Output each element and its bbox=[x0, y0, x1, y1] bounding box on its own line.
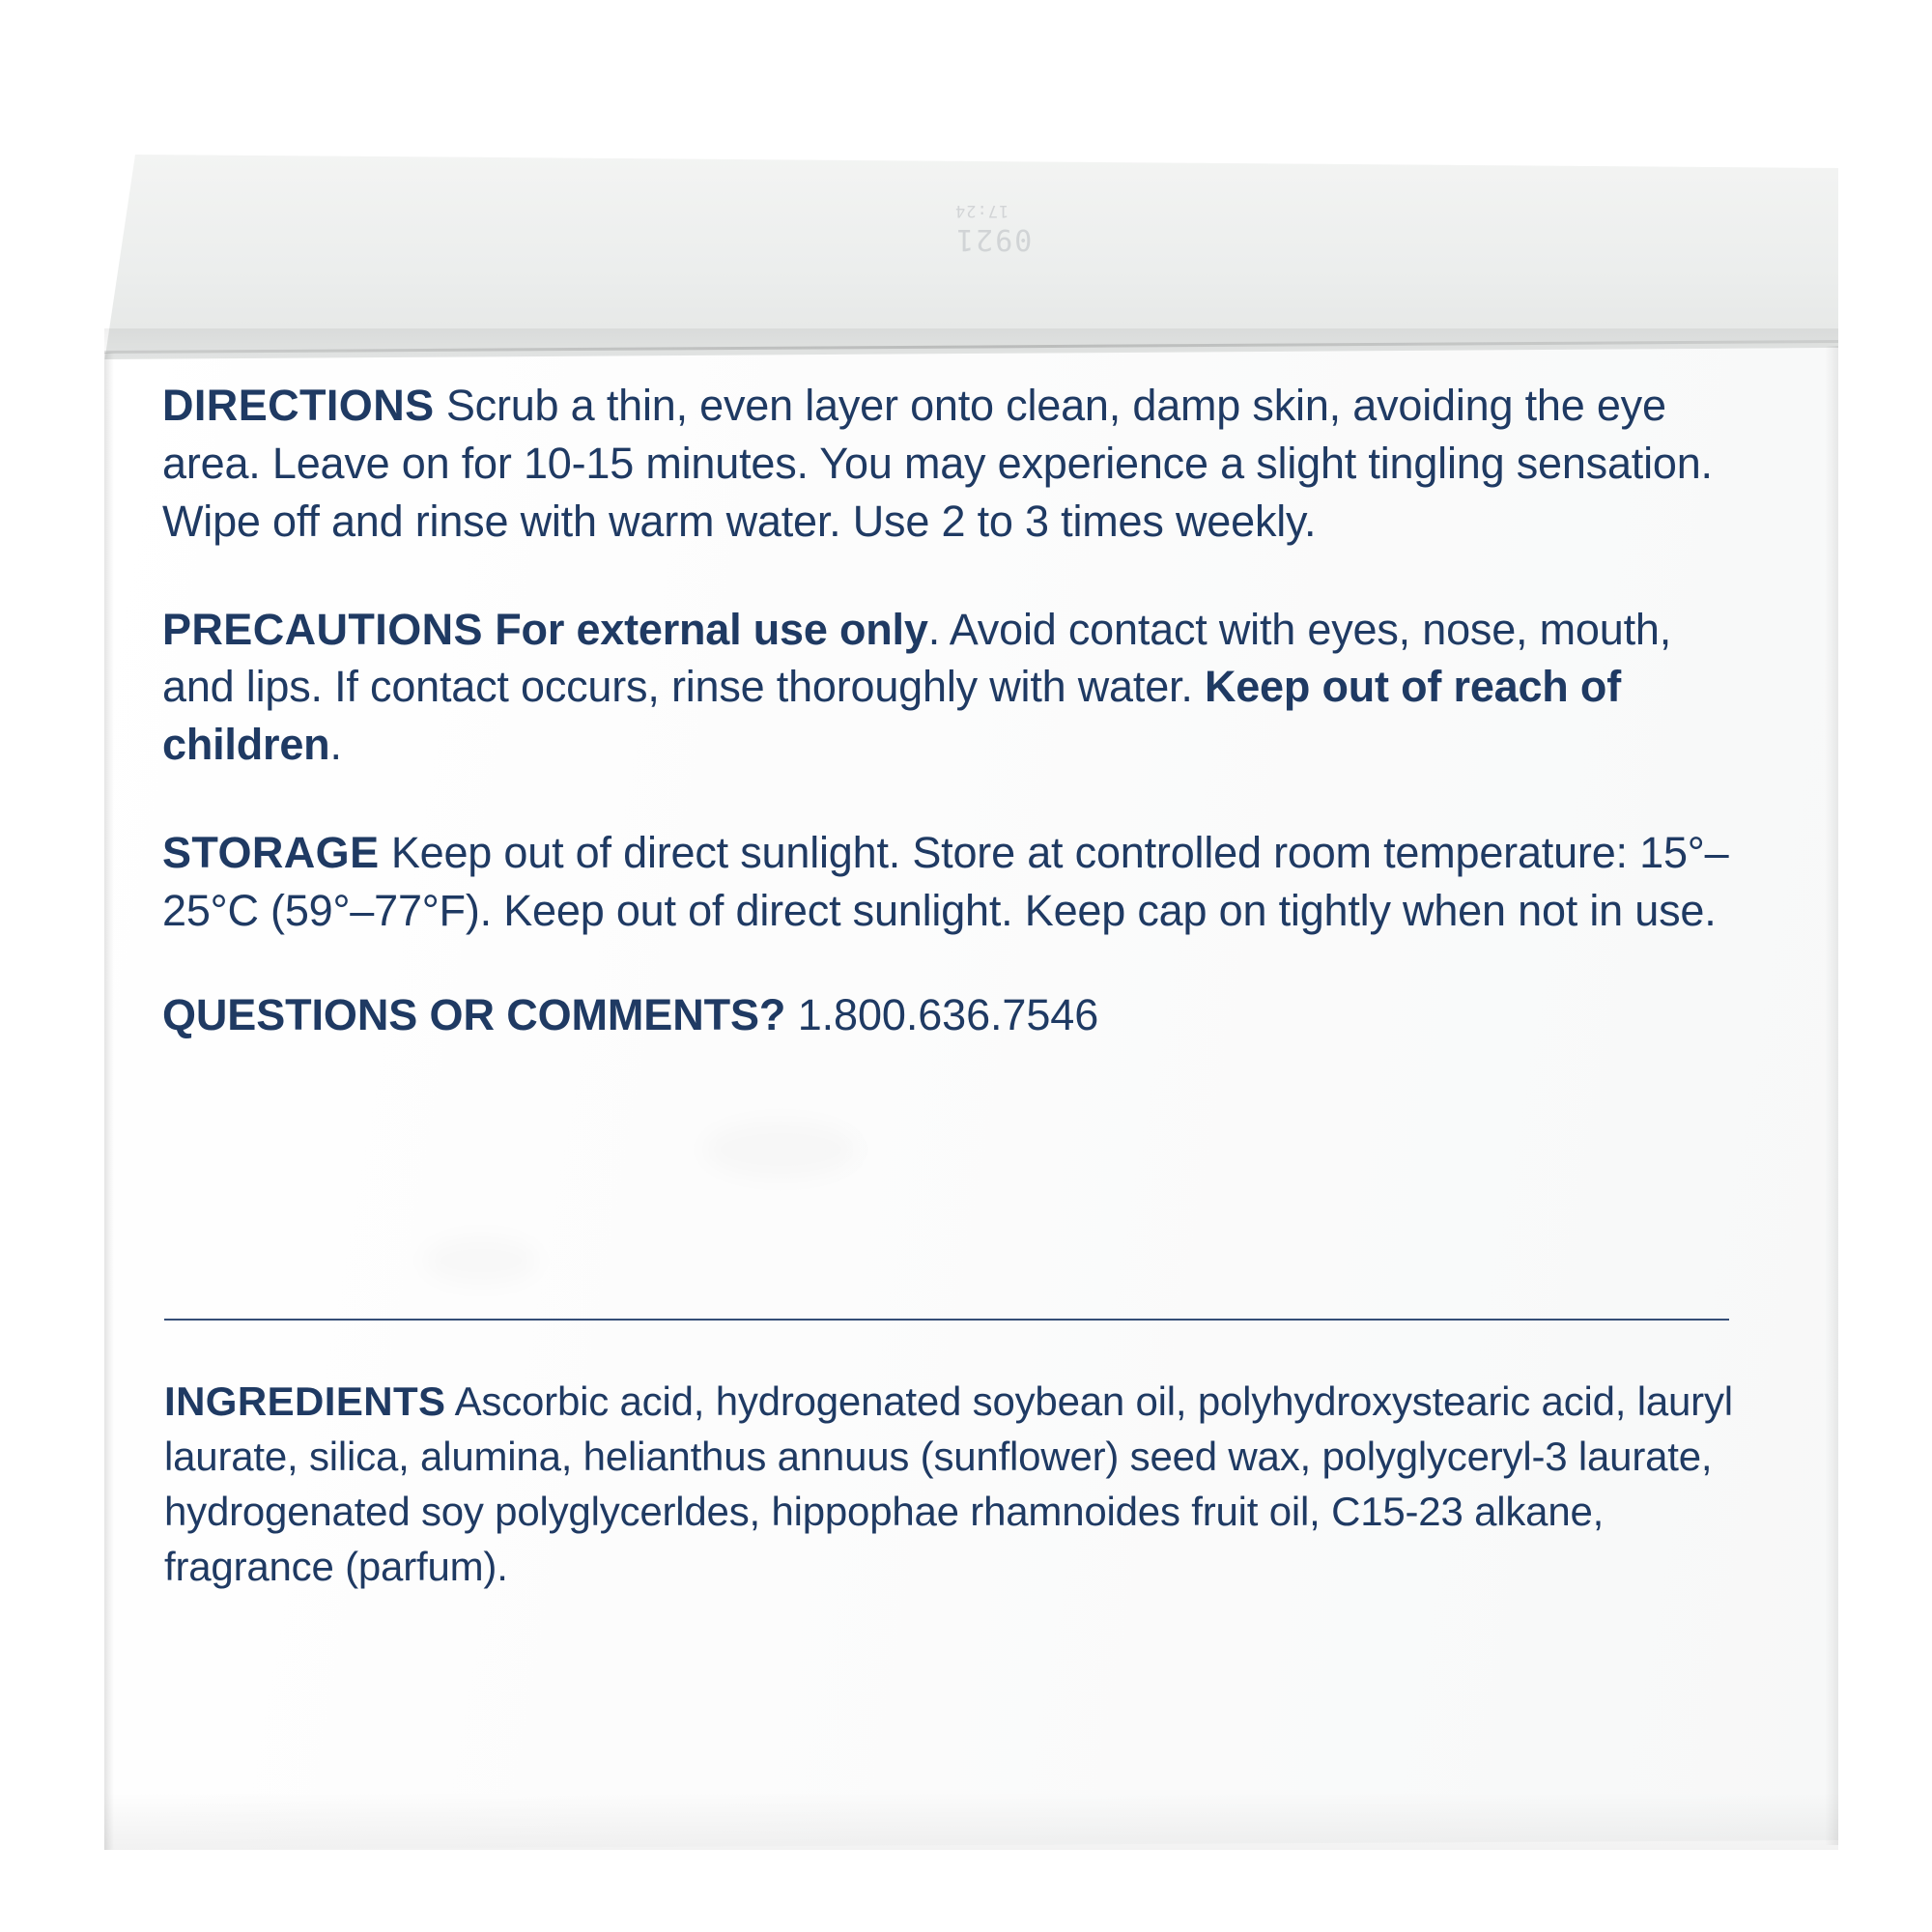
divider-rule bbox=[164, 1319, 1729, 1321]
batch-code-time: 17:24 bbox=[954, 201, 1009, 220]
storage-heading: STORAGE bbox=[162, 828, 380, 878]
directions-heading: DIRECTIONS bbox=[162, 381, 435, 430]
ingredients-body: Ascorbic acid, hydrogenated soybean oil, polyhydroxystearic acid, lauryl laurate, silica, alumina, helianthus annuus (sunflower) seed wax, polyglyceryl-3 laurate, hydrogenated soy polyglycerldes, hippophae rhamnoides fruit oil, C15-23 alkane, fragrance (parfum). bbox=[164, 1378, 1733, 1590]
questions-heading: QUESTIONS OR COMMENTS? bbox=[162, 989, 786, 1039]
product-carton bbox=[104, 155, 1838, 1850]
ingredients-paragraph bbox=[164, 1374, 1758, 1594]
storage-paragraph bbox=[162, 824, 1747, 940]
customer-service-phone: 1.800.636.7546 bbox=[797, 989, 1099, 1039]
precautions-body-end: . bbox=[329, 720, 342, 770]
ingredients-heading: INGREDIENTS bbox=[164, 1378, 446, 1424]
questions-line bbox=[162, 990, 1747, 1040]
precautions-bold-tail: Keep out of reach of children bbox=[162, 662, 1621, 770]
storage-body: Keep out of direct sunlight. Store at controlled room temperature: 15°–25°C (59°–77°F). Keep out of direct sunlight. Keep cap on tightly when not in use. bbox=[162, 828, 1729, 935]
precautions-bold-lead: For external use only bbox=[495, 604, 928, 654]
directions-body: Scrub a thin, even layer onto clean, damp skin, avoiding the eye area. Leave on for 10-15 minutes. You may experience a slight tingling sensation. Wipe off and rinse with warm water. Use 2 to 3 times weekly. bbox=[162, 381, 1713, 546]
precautions-paragraph bbox=[162, 601, 1747, 775]
directions-paragraph bbox=[162, 377, 1747, 551]
batch-code-value: 0921 bbox=[954, 222, 1033, 256]
precautions-heading: PRECAUTIONS bbox=[162, 604, 483, 654]
batch-code-stamp bbox=[954, 201, 1032, 256]
carton-bottom-shadow bbox=[104, 1792, 1838, 1850]
carton-left-edge bbox=[104, 353, 114, 1850]
carton-printed-text bbox=[162, 377, 1747, 1040]
precautions-body-mid: . Avoid contact with eyes, nose, mouth, and lips. If contact occurs, rinse thoroughly with water. bbox=[162, 604, 1671, 712]
carton-right-edge bbox=[1825, 346, 1838, 1845]
